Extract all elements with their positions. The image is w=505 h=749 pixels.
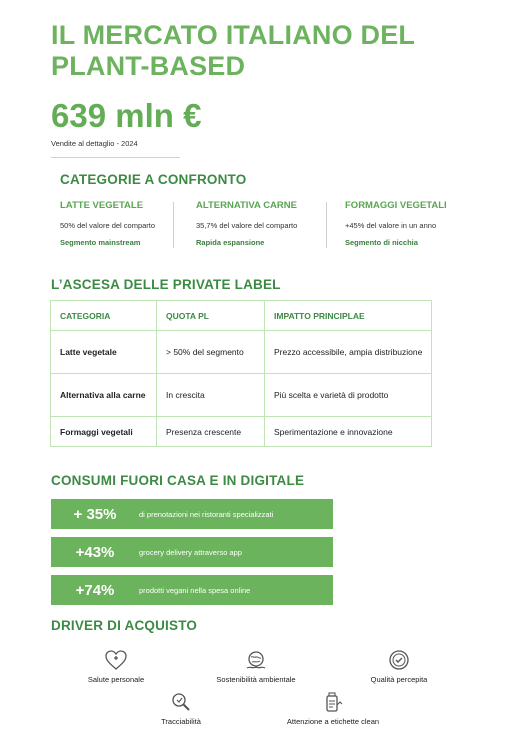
driver-salute [51, 649, 181, 684]
stat-value: +43% [75, 543, 115, 561]
category-title: LATTE VEGETALE [60, 200, 144, 211]
stat-label: di prenotazioni nei ristoranti specializzati [139, 509, 274, 519]
category-desc: 50% del valore del comparto [60, 221, 156, 230]
column-header: QUOTA PL [157, 301, 265, 331]
table-cell: In crescita [157, 374, 265, 417]
market-value-caption: Vendite al dettaglio - 2024 [51, 139, 138, 148]
category-divider [326, 202, 327, 248]
table-cell: Formaggi vegetali [51, 417, 157, 447]
stat-label: prodotti vegani nella spesa online [139, 585, 251, 595]
quality-badge-icon [387, 649, 411, 671]
category-latte-vegetale [60, 200, 190, 247]
table-cell: Presenza crescente [157, 417, 265, 447]
driver-label: Salute personale [87, 675, 145, 684]
driver-etichette-clean [268, 691, 398, 726]
health-heart-icon [104, 649, 128, 671]
category-segment: Segmento di nicchia [345, 238, 418, 247]
driver-heading: DRIVER DI ACQUISTO [51, 618, 198, 633]
column-header: IMPATTO PRINCIPLAE [265, 301, 432, 331]
driver-label: Attenzione a etichette clean [286, 717, 380, 726]
stat-label: grocery delivery attraverso app [139, 547, 242, 557]
table-cell: Alternativa alla carne [51, 374, 157, 417]
table-cell: Sperimentazione e innovazione [265, 417, 432, 447]
traceability-search-icon [169, 691, 193, 713]
driver-tracciabilita [116, 691, 246, 726]
column-header: CATEGORIA [51, 301, 157, 331]
stat-value: +74% [75, 581, 115, 599]
driver-label: Tracciabilità [161, 717, 201, 726]
table-row [51, 417, 432, 447]
category-desc: 35,7% del valore del comparto [196, 221, 298, 230]
stat-bar-grocery [51, 537, 333, 567]
header-divider [51, 157, 180, 158]
stat-value: + 35% [73, 505, 117, 523]
category-divider [173, 202, 174, 248]
table-header-row [51, 301, 432, 331]
table-cell: Più scelta e varietà di prodotto [265, 374, 432, 417]
table-cell: Prezzo accessibile, ampia distribuzione [265, 331, 432, 374]
consumi-heading: CONSUMI FUORI CASA E IN DIGITALE [51, 473, 305, 488]
stat-bar-spesa-online [51, 575, 333, 605]
private-label-table [50, 300, 432, 447]
category-alternativa-carne [196, 200, 326, 247]
stat-bar-ristoranti [51, 499, 333, 529]
category-desc: +45% del valore in un anno [345, 221, 437, 230]
eco-globe-icon [244, 649, 268, 671]
category-formaggi-vegetali [345, 200, 475, 247]
categorie-heading: CATEGORIE A CONFRONTO [60, 172, 247, 187]
driver-sostenibilita [191, 649, 321, 684]
category-segment: Rapida espansione [196, 238, 265, 247]
driver-label: Sostenibilità ambientale [216, 675, 296, 684]
clean-label-icon [321, 691, 345, 713]
table-row [51, 331, 432, 374]
category-title: ALTERNATIVA CARNE [196, 200, 297, 211]
driver-label: Qualità percepita [370, 675, 428, 684]
page-title: IL MERCATO ITALIANO DEL PLANT-BASED [51, 20, 415, 81]
private-label-heading: L’ASCESA DELLE PRIVATE LABEL [51, 277, 281, 292]
category-title: FORMAGGI VEGETALI [345, 200, 447, 211]
table-row [51, 374, 432, 417]
table-cell: > 50% del segmento [157, 331, 265, 374]
market-value: 639 mln € [51, 97, 202, 134]
category-segment: Segmento mainstream [60, 238, 141, 247]
driver-qualita [334, 649, 464, 684]
table-cell: Latte vegetale [51, 331, 157, 374]
